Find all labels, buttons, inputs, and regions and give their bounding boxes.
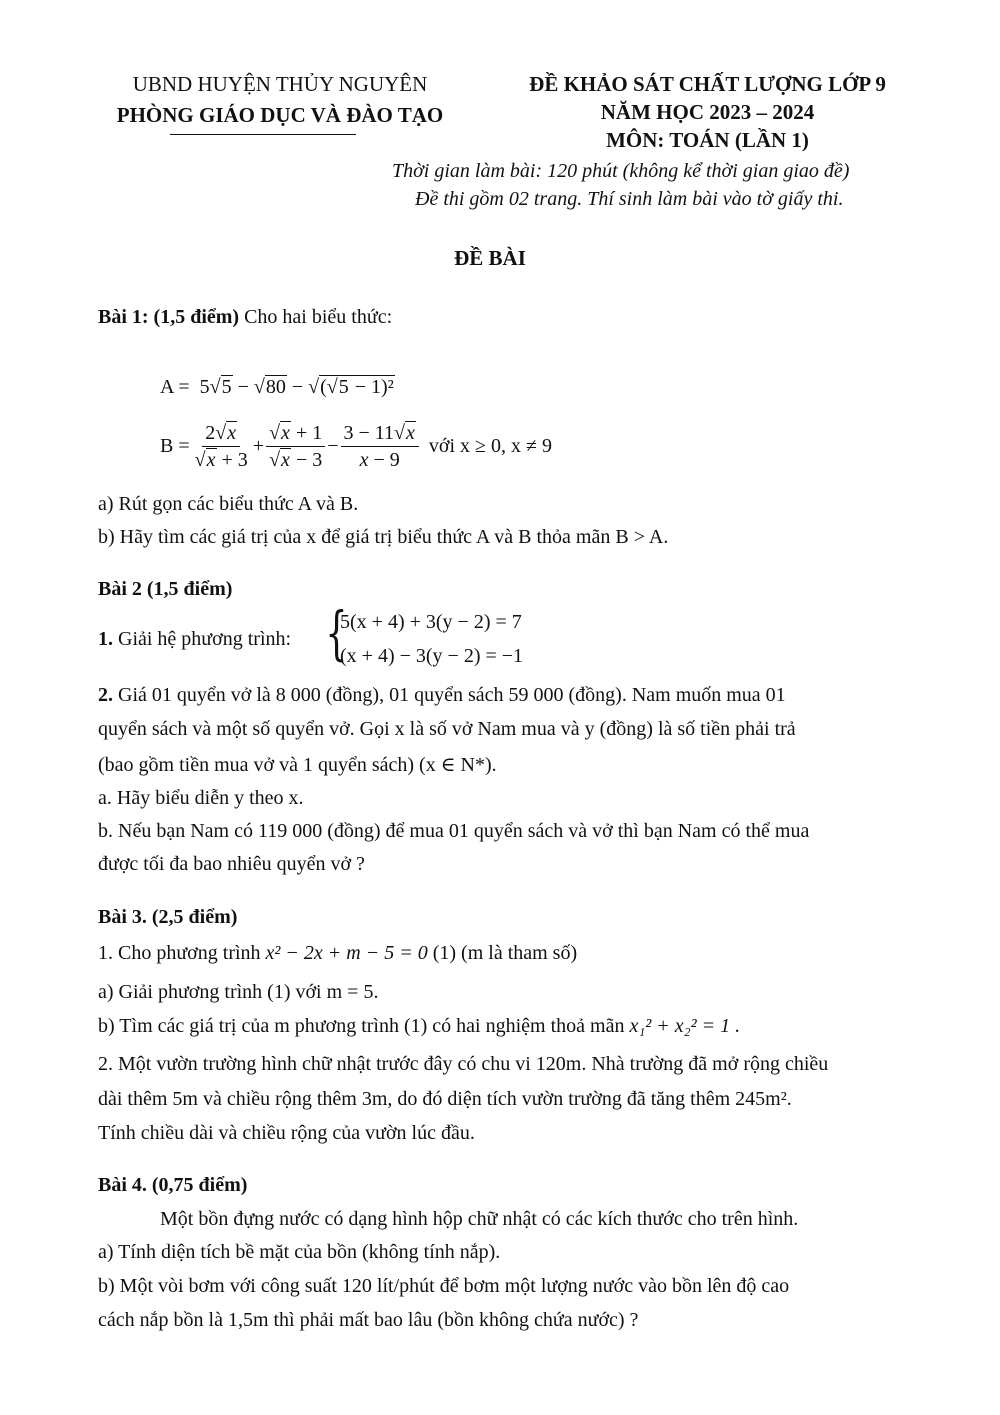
bai1-part-b: b) Hãy tìm các giá trị của x để giá trị biểu thức A và B thỏa mãn B > A.	[98, 526, 669, 548]
bai4-part-b-line1: b) Một vòi bơm với công suất 120 lít/phút để bơm một lượng nước vào bồn lên độ cao	[98, 1275, 790, 1297]
bai2-q1-text: Giải hệ phương trình:	[113, 628, 292, 650]
bai1-intro: Cho hai biểu thức:	[239, 306, 393, 328]
bai3-q2-line1: 2. Một vườn trường hình chữ nhật trước đây có chu vi 120m. Nhà trường đã mở rộng chiều	[98, 1053, 829, 1075]
section-title: ĐỀ BÀI	[454, 246, 526, 270]
bai3-heading: Bài 3. (2,5 điểm)	[98, 906, 238, 928]
bai2-q1	[98, 628, 291, 651]
bai4-heading: Bài 4. (0,75 điểm)	[98, 1174, 248, 1196]
bai3-part-b-text: b) Tìm các giá trị của m phương trình (1) có hai nghiệm thoả mãn	[98, 1015, 630, 1037]
header-underline	[170, 134, 356, 135]
bai2-part-a: a. Hãy biểu diễn y theo x.	[98, 787, 304, 809]
bai2-q2-line3: (bao gồm tiền mua vở và 1 quyển sách) (x ∈ N*).	[98, 754, 497, 776]
bai2-q2-line2: quyển sách và một số quyển vở. Gọi x là số vở Nam mua và y (đồng) là số tiền phải trả	[98, 718, 796, 740]
exam-title: ĐỀ KHẢO SÁT CHẤT LƯỢNG LỚP 9	[529, 72, 886, 96]
bai3-q2-line3: Tính chiều dài và chiều rộng của vườn lúc đầu.	[98, 1122, 475, 1144]
formula-a: A = 5√5 − √80 − √(√5 − 1)²	[160, 376, 394, 398]
bai2-heading: Bài 2 (1,5 điểm)	[98, 578, 233, 600]
bai3-q1	[98, 942, 577, 965]
pages-note: Đề thi gồm 02 trang. Thí sinh làm bài vào tờ giấy thi.	[415, 188, 844, 210]
department-name: UBND HUYỆN THỦY NGUYÊN	[132, 72, 428, 96]
bai1-part-a: a) Rút gọn các biểu thức A và B.	[98, 493, 359, 515]
bai2-part-b-line1: b. Nếu bạn Nam có 119 000 (đồng) để mua 01 quyển sách và vở thì bạn Nam có thể mua	[98, 820, 810, 842]
bai3-part-b-equation: x₁² + x₂² = 1 .	[629, 1015, 741, 1037]
bai2-q2-text1: Giá 01 quyển vở là 8 000 (đồng), 01 quyển sách 59 000 (đồng). Nam muốn mua 01	[113, 684, 786, 706]
bai4-intro: Một bồn đựng nước có dạng hình hộp chữ nhật có các kích thước cho trên hình.	[160, 1208, 799, 1230]
system-eq1: 5(x + 4) + 3(y − 2) = 7	[340, 611, 522, 633]
bai3-part-a: a) Giải phương trình (1) với m = 5.	[98, 981, 379, 1003]
system-eq2: (x + 4) − 3(y − 2) = −1	[340, 645, 524, 667]
bai1-heading: Bài 1: (1,5 điểm)	[98, 306, 240, 328]
formula-b-label: B =	[160, 435, 190, 457]
school-year: NĂM HỌC 2023 – 2024	[600, 100, 815, 124]
bai2-q2-line1	[98, 684, 786, 707]
bai3-part-b	[98, 1015, 740, 1038]
bai3-q1-text: 1. Cho phương trình	[98, 942, 266, 964]
bai3-q1-tail: (1) (m là tham số)	[427, 942, 578, 964]
bai2-q1-label: 1.	[98, 628, 113, 650]
time-note: Thời gian làm bài: 120 phút (không kể thời gian giao đề)	[392, 160, 850, 182]
system-brace: {	[325, 599, 348, 667]
bai4-part-a: a) Tính diện tích bề mặt của bồn (không tính nắp).	[98, 1241, 501, 1263]
subject: MÔN: TOÁN (LẦN 1)	[606, 128, 809, 152]
office-name: PHÒNG GIÁO DỤC VÀ ĐÀO TẠO	[116, 103, 444, 127]
formula-a-label: A =	[160, 376, 195, 398]
formula-b: B = $\frac{2√x}{√x + 3}$ + $\frac{√x + 1}{√x - 3}$ − $\frac{3 - 11√x}{x - 9}$ với x ≥ 0, x ≠ 9	[160, 422, 552, 471]
formula-b-condition: với x ≥ 0, x ≠ 9	[428, 435, 552, 457]
bai3-q2-line2: dài thêm 5m và chiều rộng thêm 3m, do đó diện tích vườn trường đã tăng thêm 245m².	[98, 1088, 792, 1110]
bai3-q1-equation: x² − 2x + m − 5 = 0	[265, 942, 428, 964]
bai2-q2-label: 2.	[98, 684, 113, 706]
bai2-part-b-line2: được tối đa bao nhiêu quyển vở ?	[98, 853, 365, 875]
bai1-heading-line	[98, 306, 392, 329]
bai4-part-b-line2: cách nắp bồn là 1,5m thì phải mất bao lâu (bồn không chứa nước) ?	[98, 1309, 639, 1331]
